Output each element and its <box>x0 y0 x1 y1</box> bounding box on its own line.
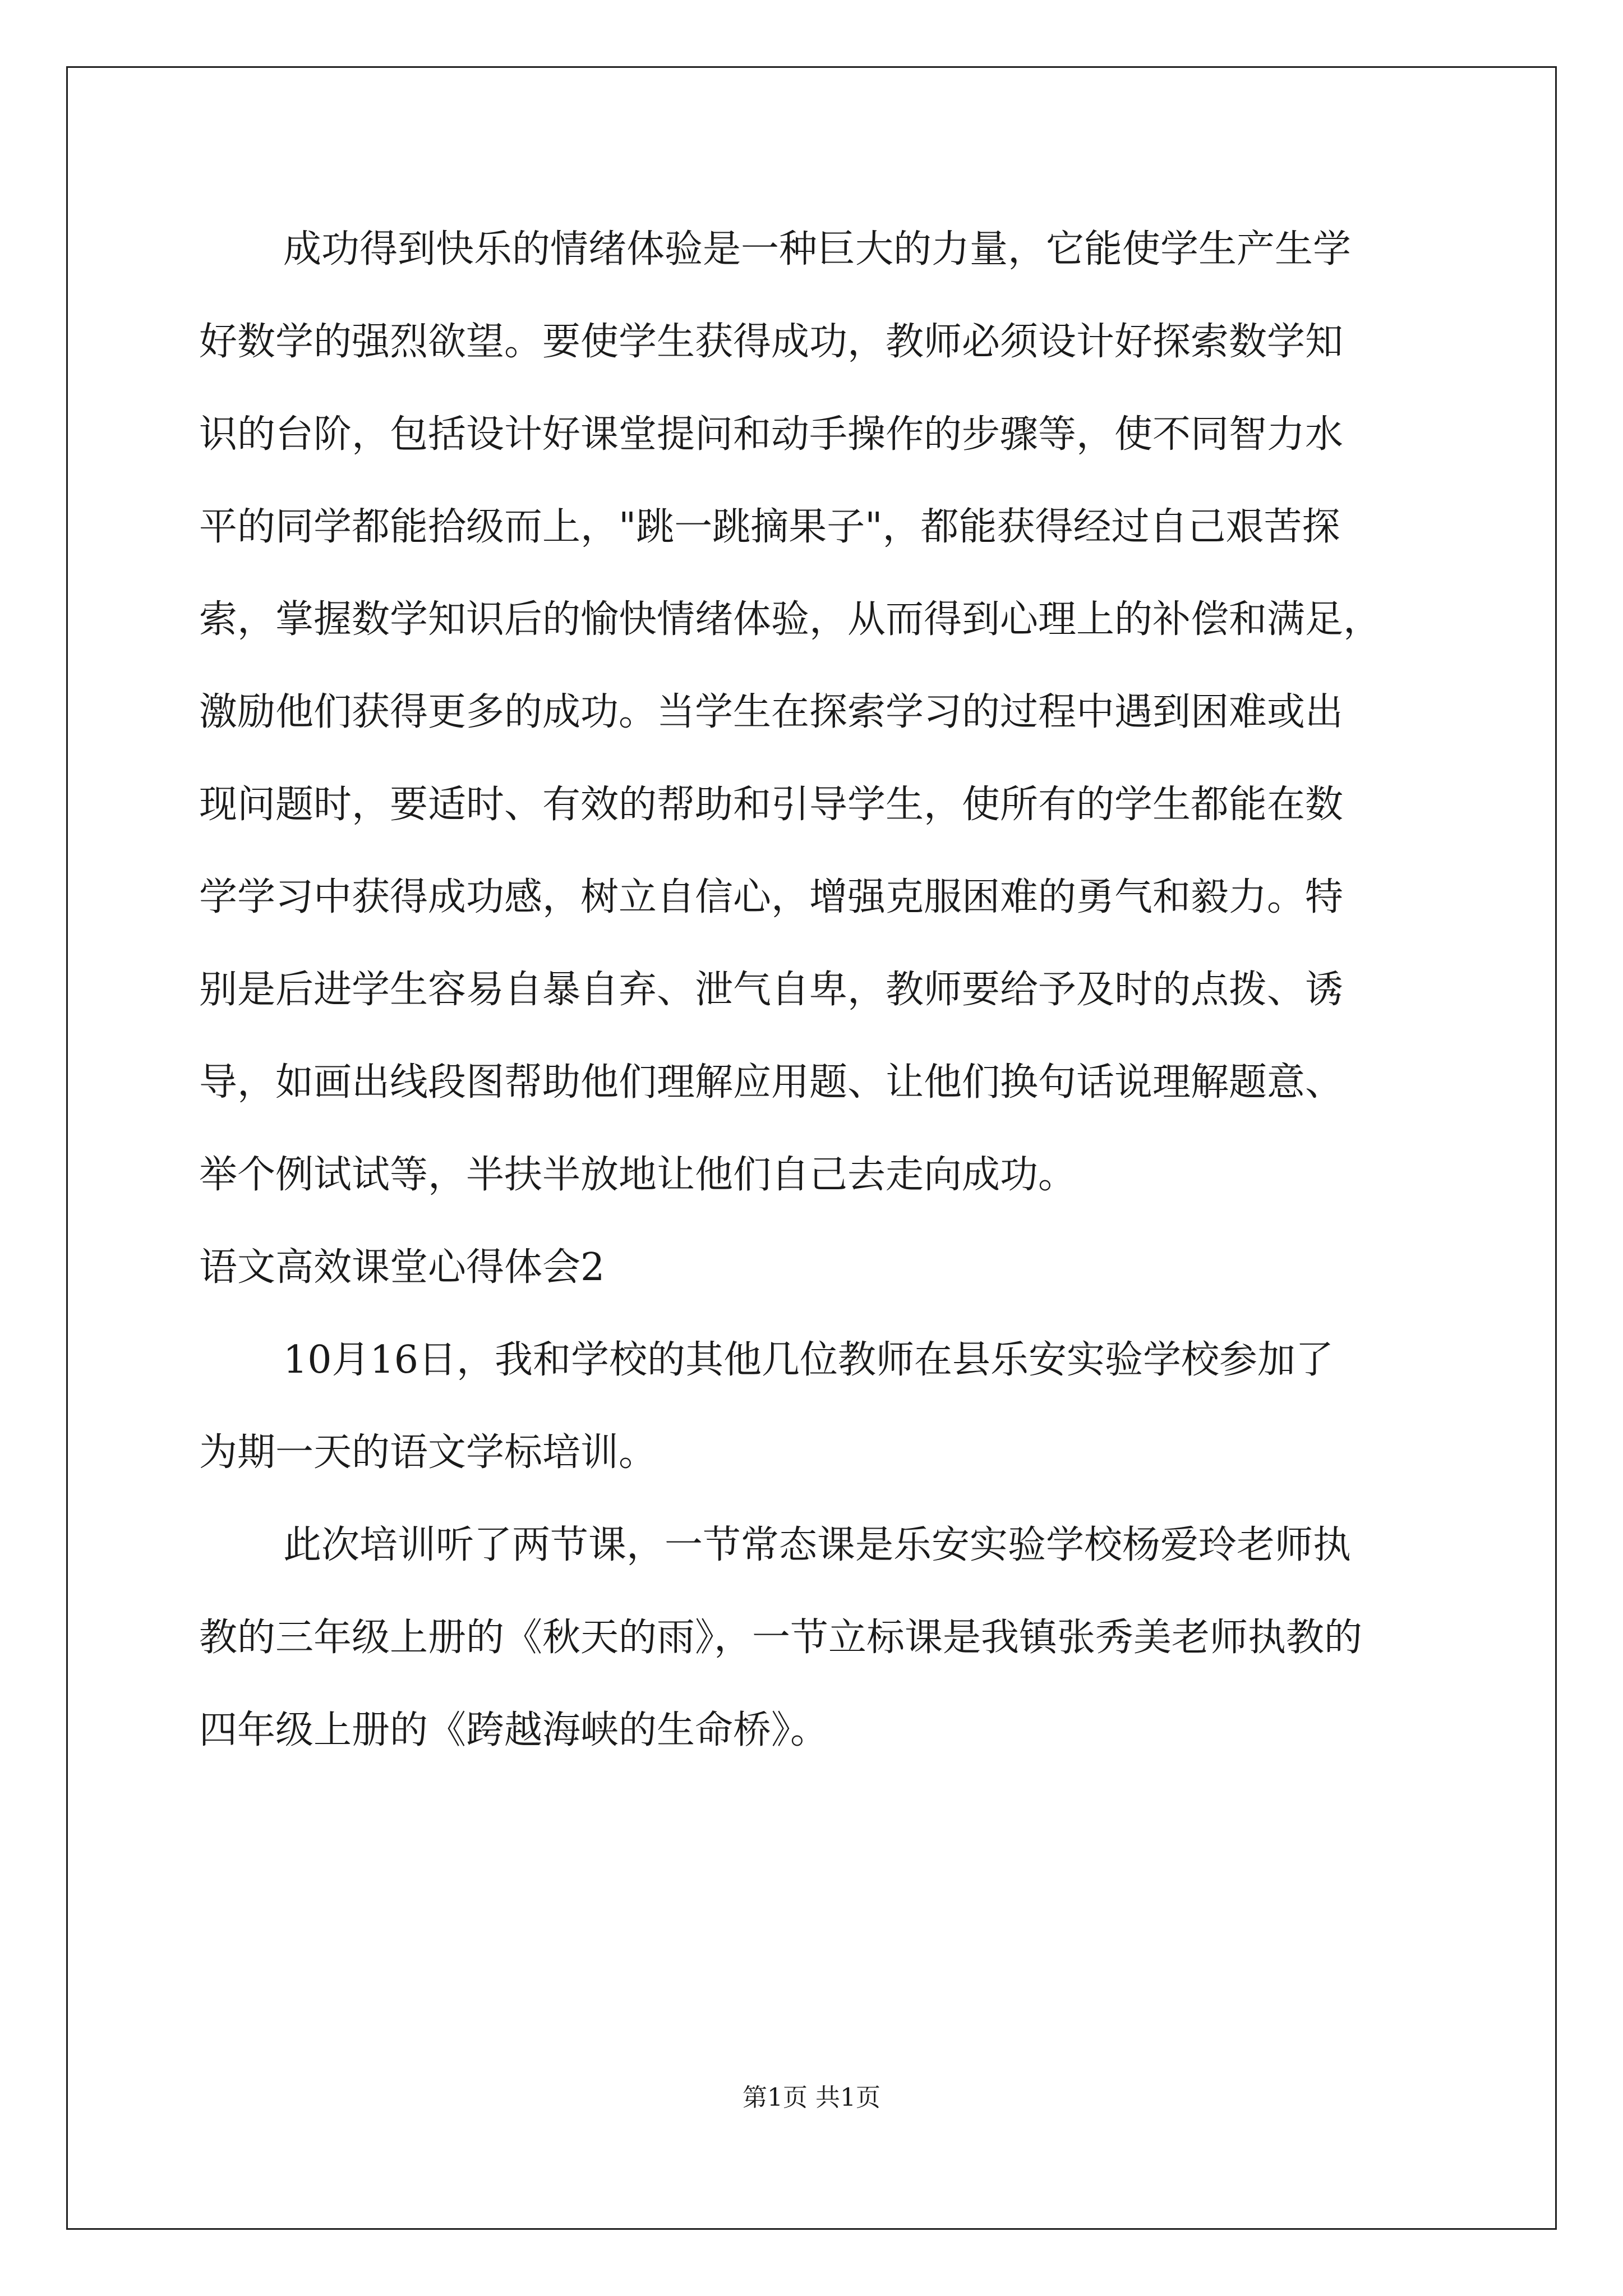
paragraph-1-line-5: 索，掌握数学知识后的愉快情绪体验，从而得到心理上的补偿和满足， <box>199 597 1382 642</box>
paragraph-1-line-9: 别是后进学生容易自暴自弃、泄气自卑，教师要给予及时的点拨、诱 <box>199 968 1344 1012</box>
paragraph-1-line-6: 激励他们获得更多的成功。当学生在探索学习的过程中遇到困难或出 <box>199 690 1344 734</box>
page-footer: 第1页 共1页 <box>743 2083 880 2112</box>
paragraph-3-line-1: 此次培训听了两节课，一节常态课是乐安实验学校杨爱玲老师执 <box>283 1523 1352 1567</box>
paragraph-1-line-10: 导，如画出线段图帮助他们理解应用题、让他们换句话说理解题意、 <box>199 1060 1344 1105</box>
paragraph-1-line-2: 好数学的强烈欲望。要使学生获得成功，教师必须设计好探索数学知 <box>199 320 1344 364</box>
paragraph-1-line-1: 成功得到快乐的情绪体验是一种巨大的力量，它能使学生产生学 <box>283 227 1352 272</box>
section-title: 语文高效课堂心得体会2 <box>199 1245 605 1290</box>
paragraph-1-line-7: 现问题时，要适时、有效的帮助和引导学生，使所有的学生都能在数 <box>199 783 1344 827</box>
page-border <box>66 66 1557 2230</box>
paragraph-3-line-2: 教的三年级上册的《秋天的雨》，一节立标课是我镇张秀美老师执教的 <box>199 1616 1363 1660</box>
paragraph-2-line-1: 10月16日，我和学校的其他几位教师在县乐安实验学校参加了 <box>283 1338 1334 1382</box>
paragraph-1-line-3: 识的台阶，包括设计好课堂提问和动手操作的步骤等，使不同智力水 <box>199 412 1344 457</box>
paragraph-1-line-11: 举个例试试等，半扶半放地让他们自己去走向成功。 <box>199 1153 1077 1197</box>
paragraph-1-line-4: 平的同学都能拾级而上，"跳一跳摘果子"，都能获得经过自己艰苦探 <box>199 505 1340 549</box>
paragraph-3-line-3: 四年级上册的《跨越海峡的生命桥》。 <box>199 1708 829 1752</box>
paragraph-2-line-2: 为期一天的语文学标培训。 <box>199 1430 657 1475</box>
paragraph-1-line-8: 学学习中获得成功感，树立自信心，增强克服困难的勇气和毅力。特 <box>199 875 1344 919</box>
